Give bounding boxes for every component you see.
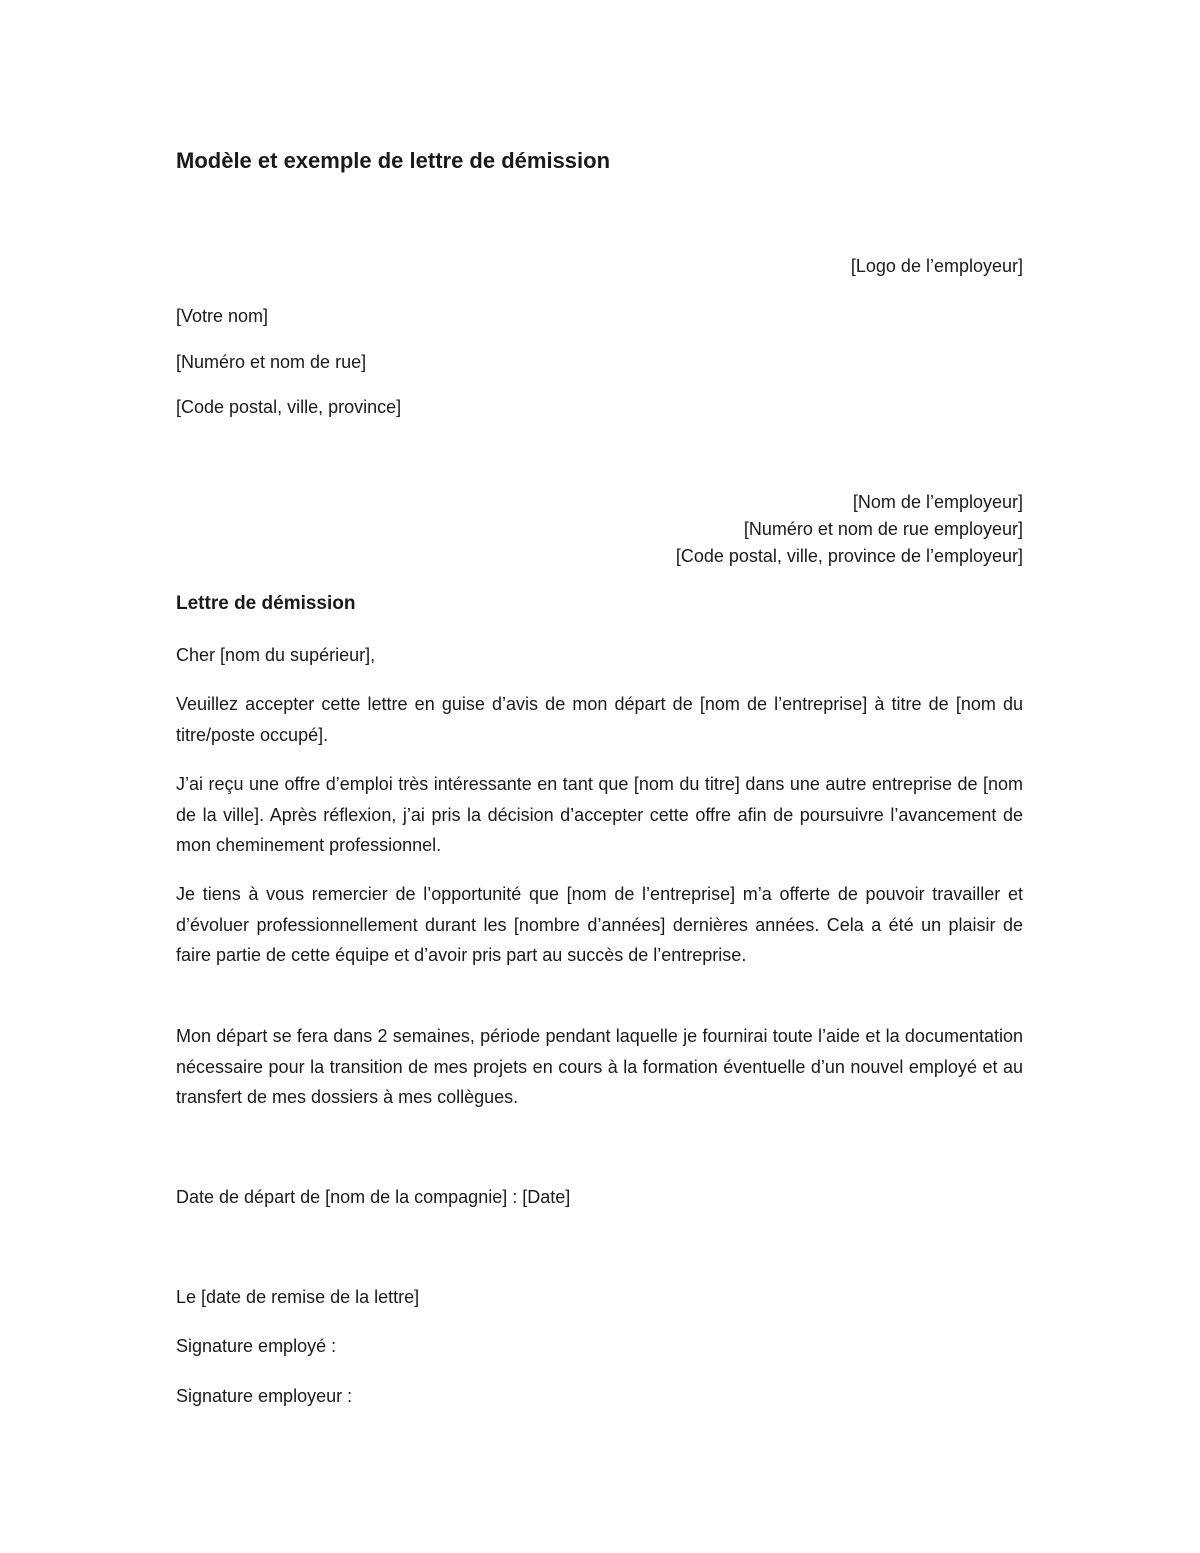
recipient-city: [Code postal, ville, province de l’employeur] bbox=[675, 546, 1023, 566]
document-title: Modèle et exemple de lettre de démission bbox=[176, 148, 611, 173]
paragraph-2: J’ai reçu une offre d’emploi très intéressante en tant que [nom du titre] dans une autre entreprise de [nom de la ville]. Après réflexion, j’ai pris la décision d’accepter cette offre afin de poursuivre l’avancement de mon cheminement professionnel. bbox=[176, 774, 1023, 855]
signature-employer: Signature employeur : bbox=[176, 1386, 353, 1406]
paragraph-4: Mon départ se fera dans 2 semaines, période pendant laquelle je fournirai toute l’aide et la documentation nécessaire pour la transition de mes projets en cours à la formation éventuelle d’un nouvel employé et au transfert de mes dossiers à mes collègues. bbox=[176, 1026, 1023, 1107]
sender-street: [Numéro et nom de rue] bbox=[176, 352, 367, 372]
letter-date: Le [date de remise de la lettre] bbox=[176, 1287, 420, 1307]
sender-name: [Votre nom] bbox=[176, 306, 269, 326]
letter-subject: Lettre de démission bbox=[176, 593, 356, 614]
paragraph-1: Veuillez accepter cette lettre en guise d’avis de mon départ de [nom de l’entreprise] à titre de [nom du titre/poste occupé]. bbox=[176, 694, 1023, 745]
recipient-name: [Nom de l’employeur] bbox=[852, 492, 1023, 512]
departure-date: Date de départ de [nom de la compagnie] : [Date] bbox=[176, 1187, 571, 1207]
employer-logo-placeholder: [Logo de l’employeur] bbox=[850, 256, 1023, 276]
signature-employee: Signature employé : bbox=[176, 1336, 337, 1356]
sender-city: [Code postal, ville, province] bbox=[176, 397, 402, 417]
recipient-street: [Numéro et nom de rue employeur] bbox=[743, 519, 1023, 539]
paragraph-3: Je tiens à vous remercier de l’opportunité que [nom de l’entreprise] m’a offerte de pouvoir travailler et d’évoluer professionnellement durant les [nombre d’années] dernières années. Cela a été un plaisir de faire partie de cette équipe et d’avoir pris part au succès de l’entreprise. bbox=[176, 884, 1023, 965]
salutation: Cher [nom du supérieur], bbox=[176, 645, 376, 665]
